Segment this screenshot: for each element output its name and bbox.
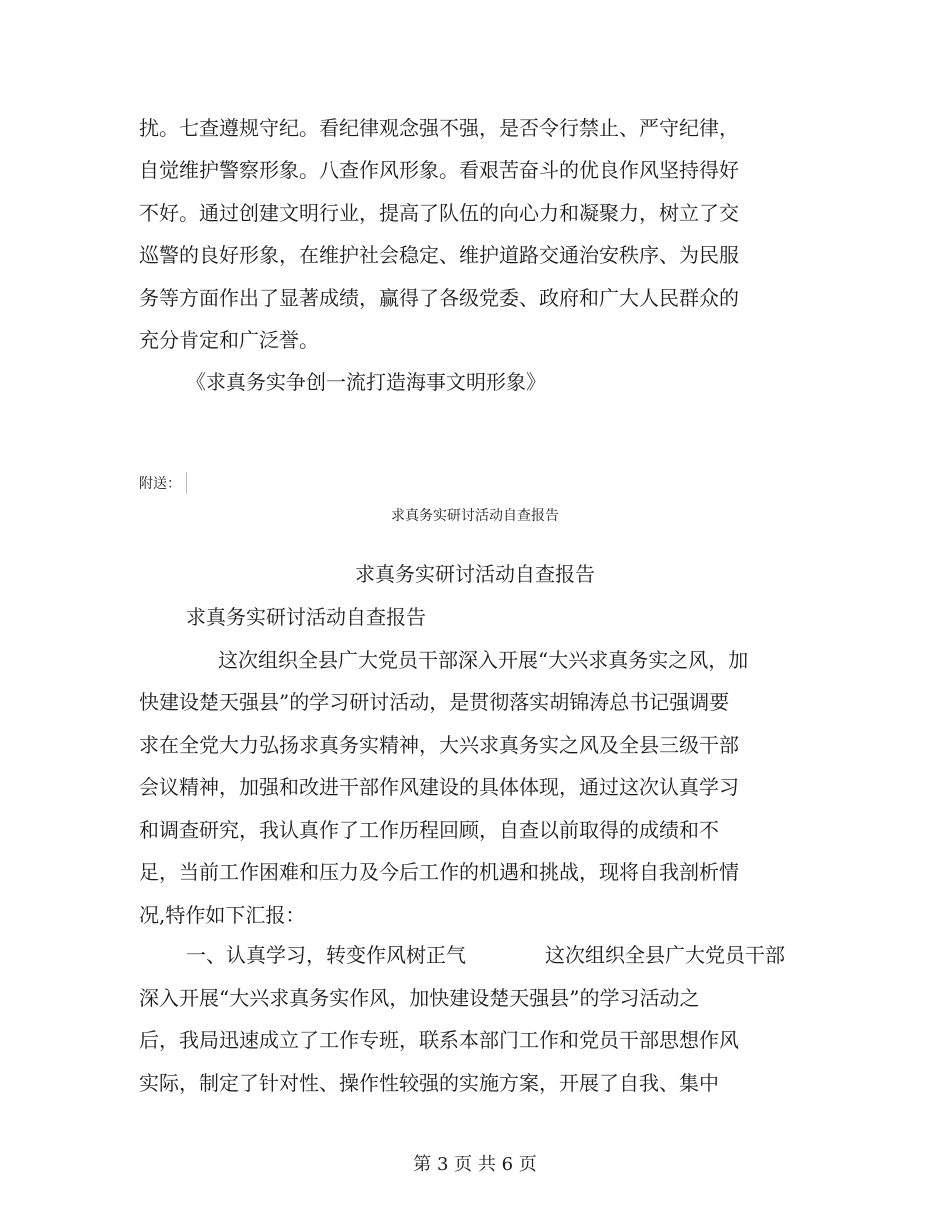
paragraph-line: 巡警的良好形象，在维护社会稳定、维护道路交通治安秩序、为民服: [139, 243, 739, 267]
paragraph-line: 快建设楚天强县”的学习研讨活动，是贯彻落实胡锦涛总书记强调要: [139, 690, 730, 714]
paragraph-line: 足，当前工作困难和压力及今后工作的机遇和挑战，现将自我剖析情: [139, 860, 739, 884]
paragraph-line: 实际，制定了针对性、操作性较强的实施方案，开展了自我、集中: [139, 1071, 719, 1095]
page-footer: 第 3 页 共 6 页: [413, 1154, 537, 1175]
paragraph-line: 和调查研究，我认真作了工作历程回顾，自查以前取得的成绩和不: [139, 818, 719, 842]
attachment-title-small: 求真务实研讨活动自查报告: [391, 508, 559, 524]
paragraph-line: 务等方面作出了显著成绩，赢得了各级党委、政府和广大人民群众的: [139, 286, 739, 310]
paragraph-line: 扰。七查遵规守纪。看纪律观念强不强，是否令行禁止、严守纪律，: [139, 116, 739, 140]
paragraph-line: 自觉维护警察形象。八查作风形象。看艰苦奋斗的优良作风坚持得好: [139, 158, 739, 182]
paragraph-line: 后，我局迅速成立了工作专班，联系本部门工作和党员干部思想作风: [139, 1028, 739, 1052]
subtitle: 求真务实研讨活动自查报告: [186, 605, 426, 629]
main-title: 求真务实研讨活动自查报告: [355, 562, 595, 586]
attachment-label: 附送：: [139, 476, 181, 492]
section-heading: 一、认真学习，转变作风树正气: [186, 943, 466, 967]
paragraph-line: 不好。通过创建文明行业，提高了队伍的向心力和凝聚力，树立了交: [139, 201, 739, 225]
paragraph-line: 充分肯定和广泛誉。: [139, 328, 319, 352]
document-title-reference: 《求真务实争创一流打造海事文明形象》: [186, 370, 546, 394]
text-cursor-divider: [186, 472, 187, 494]
paragraph-line: 求在全党大力弘扬求真务实精神，大兴求真务实之风及全县三级干部: [139, 733, 739, 757]
paragraph-line: 会议精神，加强和改进干部作风建设的具体体现，通过这次认真学习: [139, 775, 739, 799]
paragraph-line: 况,特作如下汇报：: [139, 903, 306, 927]
section-heading-continuation: 这次组织全县广大党员干部: [545, 943, 785, 967]
paragraph-line: 这次组织全县广大党员干部深入开展“大兴求真务实之风，加: [218, 648, 749, 672]
paragraph-line: 深入开展“大兴求真务实作风，加快建设楚天强县”的学习活动之: [139, 986, 700, 1010]
